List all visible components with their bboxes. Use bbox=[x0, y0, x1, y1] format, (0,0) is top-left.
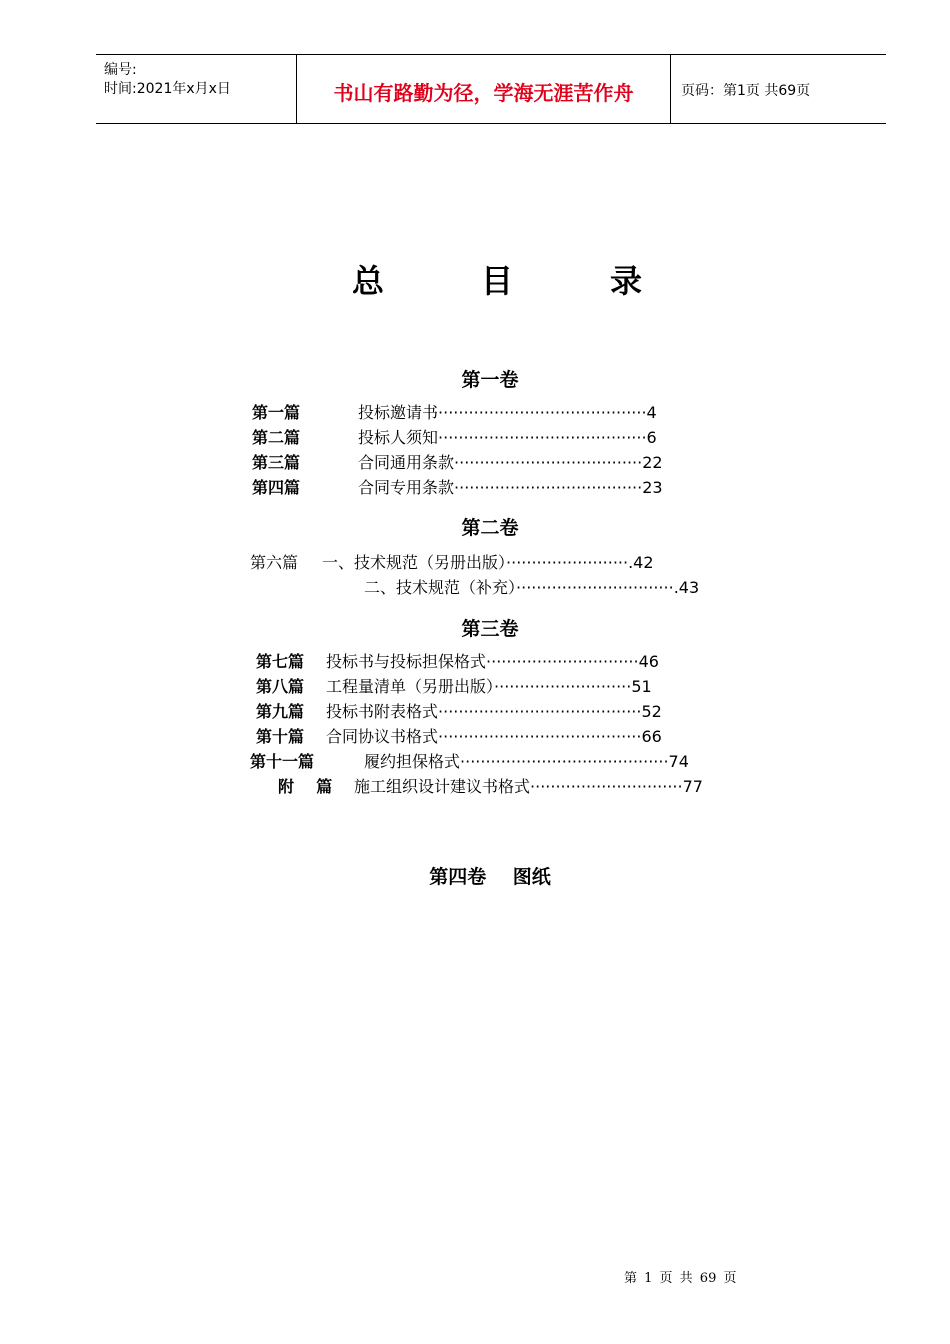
toc-page: 52 bbox=[641, 702, 662, 721]
toc-page: 51 bbox=[631, 677, 652, 696]
toc-page: 66 bbox=[641, 727, 662, 746]
number-label: 编号: bbox=[104, 62, 137, 78]
title-char-2: 目 bbox=[480, 262, 513, 300]
toc-page: 4 bbox=[646, 403, 657, 422]
toc-leader: ······························· bbox=[516, 578, 674, 597]
toc-leader: ········································· bbox=[438, 428, 647, 447]
toc-leader: ····································· bbox=[454, 453, 643, 472]
toc-leader: ······························ bbox=[530, 777, 683, 796]
header-page-cell bbox=[671, 55, 886, 123]
toc-name: 投标书与投标担保格式 bbox=[326, 652, 487, 671]
page-title bbox=[352, 256, 642, 300]
page-header bbox=[96, 54, 886, 124]
time-label: 时间:2021年x月x日 bbox=[104, 81, 231, 97]
toc-entry[interactable] bbox=[256, 652, 659, 672]
toc-leader: ··························· bbox=[494, 677, 632, 696]
motto: 书山有路勤为径，学海无涯苦作舟 bbox=[333, 81, 634, 105]
toc-page: 6 bbox=[646, 428, 657, 447]
toc-leader: ········································· bbox=[438, 403, 647, 422]
toc-name: 投标邀请书 bbox=[358, 403, 439, 422]
toc-part: 第四篇 bbox=[252, 478, 301, 497]
toc-name: 一、技术规范（另册出版） bbox=[322, 553, 507, 572]
toc-name: 二、技术规范（补充） bbox=[364, 578, 517, 597]
page-footer: 第 1 页 共 69 页 bbox=[624, 1271, 737, 1286]
toc-name: 履约担保格式 bbox=[364, 752, 461, 771]
toc-entry[interactable] bbox=[250, 553, 654, 573]
toc-name: 投标人须知 bbox=[358, 428, 439, 447]
toc-part: 第七篇 bbox=[256, 652, 305, 671]
toc-name: 投标书附表格式 bbox=[326, 702, 439, 721]
toc-entry[interactable] bbox=[256, 702, 662, 722]
toc-leader: ······························ bbox=[486, 652, 639, 671]
toc-name: 合同专用条款 bbox=[358, 478, 455, 497]
toc-name: 工程量清单（另册出版） bbox=[326, 677, 495, 696]
header-motto-cell bbox=[297, 55, 671, 123]
volume-4-heading: 第四卷 图纸 bbox=[429, 866, 551, 888]
toc-entry[interactable] bbox=[364, 578, 699, 598]
volume-1-heading: 第一卷 bbox=[461, 369, 519, 391]
toc-part: 第八篇 bbox=[256, 677, 305, 696]
volume-3-heading: 第三卷 bbox=[461, 618, 519, 640]
toc-part: 第九篇 bbox=[256, 702, 305, 721]
toc-part: 第十篇 bbox=[256, 727, 305, 746]
toc-part: 第三篇 bbox=[252, 453, 301, 472]
toc-part: 第十一篇 bbox=[250, 752, 315, 771]
toc-page: .42 bbox=[628, 553, 654, 572]
volume-2-heading: 第二卷 bbox=[461, 517, 519, 539]
toc-entry[interactable] bbox=[252, 428, 657, 448]
toc-leader: ························ bbox=[506, 553, 629, 572]
toc-entry[interactable] bbox=[256, 727, 662, 747]
toc-entry[interactable] bbox=[250, 752, 689, 772]
title-char-1: 总 bbox=[352, 262, 385, 300]
toc-part: 第一篇 bbox=[252, 403, 301, 422]
toc-entry[interactable] bbox=[256, 677, 652, 697]
page-info: 页码：第1页 共69页 bbox=[681, 83, 811, 99]
toc-leader: ········································· bbox=[460, 752, 669, 771]
toc-part: 第二篇 bbox=[252, 428, 301, 447]
toc-leader: ········································ bbox=[438, 702, 642, 721]
toc-name: 合同协议书格式 bbox=[326, 727, 439, 746]
toc-entry[interactable] bbox=[278, 777, 703, 797]
toc-page: 22 bbox=[642, 453, 663, 472]
toc-part: 附 篇 bbox=[278, 777, 333, 796]
toc-name: 施工组织设计建议书格式 bbox=[354, 777, 531, 796]
toc-entry[interactable] bbox=[252, 478, 663, 498]
toc-page: 74 bbox=[668, 752, 689, 771]
toc-page: 77 bbox=[682, 777, 703, 796]
toc-name: 合同通用条款 bbox=[358, 453, 455, 472]
header-meta bbox=[96, 55, 297, 123]
toc-page: 46 bbox=[638, 652, 659, 671]
toc-leader: ····································· bbox=[454, 478, 643, 497]
toc-leader: ········································ bbox=[438, 727, 642, 746]
toc-page: 23 bbox=[642, 478, 663, 497]
toc-entry[interactable] bbox=[252, 453, 663, 473]
title-char-3: 录 bbox=[609, 262, 642, 300]
toc-entry[interactable] bbox=[252, 403, 657, 423]
toc-part: 第六篇 bbox=[250, 553, 299, 572]
toc-page: .43 bbox=[673, 578, 700, 597]
